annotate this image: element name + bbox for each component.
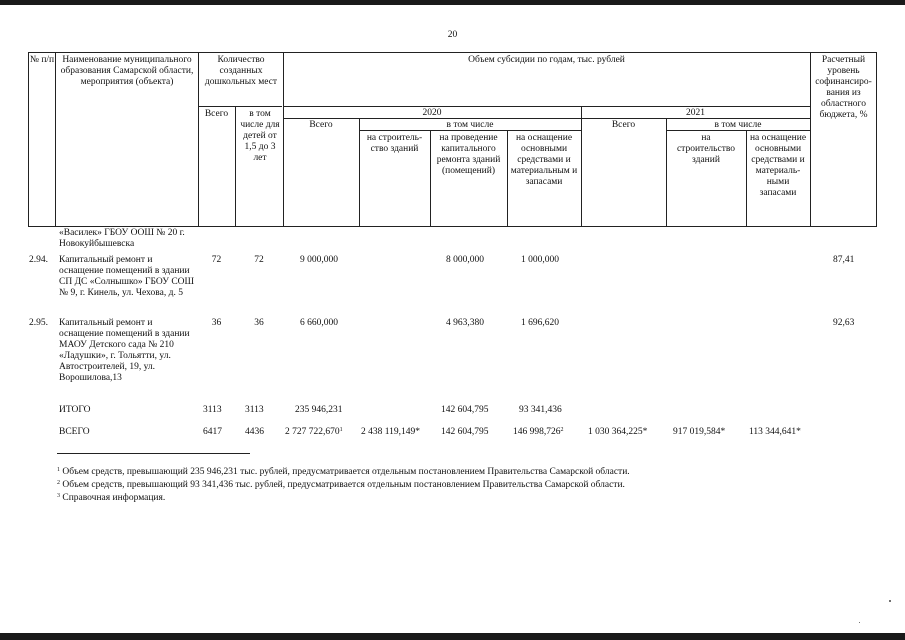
col-line [28,52,29,227]
year-top-line [283,106,810,107]
row-places-young: 72 [254,255,264,265]
row-rate: 92,63 [833,318,855,328]
vsego-label: ВСЕГО [59,427,90,437]
header-construction-2021: на строительство зданий [676,133,736,165]
col-line [810,52,811,227]
col-line [359,118,360,227]
row-total-2020: 9 000,000 [300,255,338,265]
footnote [57,467,630,478]
row-num: 2.94. [29,255,48,265]
scan-speck [859,622,860,623]
header-places-young: в том числе для детей от 1,5 до 3 лет [240,109,280,163]
header-equip-2021: на оснащение основными средствами и материаль-ными запасами [749,133,807,198]
row-total-2020: 6 660,000 [300,318,338,328]
row-name: Капитальный ремонт и оснащение помещений в здании СП ДС «Солнышко» ГБОУ СОШ № 9, г. Кинель, ул. Чехова, д. 5 [59,255,195,298]
header-incl-2021: в том числе [714,120,762,130]
row-repair-2020: 8 000,000 [446,255,484,265]
header-construction-2020: на строитель-ство зданий [366,133,423,154]
itogo-total-2020: 235 946,231 [295,405,343,415]
itogo-places-total: 3113 [203,405,222,415]
header-num: № п/п [29,55,55,65]
header-bottom-line [28,226,876,227]
footnote-mark: 2 [57,480,60,486]
footnote-mark: 2 [560,427,564,433]
row-places-total: 72 [211,255,222,265]
vsego-equip-2021: 113 344,641* [749,427,801,437]
header-cofinancing: Расчетный уровень софинансиро-вания из областного бюджета, % [815,55,872,120]
row-places-young: 36 [254,318,264,328]
footnote-text: Справочная информация. [60,493,166,503]
header-equip-2020: на оснащение основными средствами и материальным и запасами [510,133,578,187]
scan-speck [889,600,891,602]
col-line [283,52,284,227]
col-line [198,52,199,227]
vsego-places-total: 6417 [203,427,222,437]
footnote [57,480,625,491]
header-top-line [28,52,876,53]
top-border [0,0,905,5]
bottom-border [0,633,905,640]
col-line [746,130,747,227]
row-equip-2020: 1 696,620 [521,318,559,328]
vsego-construction-2021: 917 019,584* [673,427,726,437]
page-number: 20 [447,30,458,40]
vsego-equip-2020-value: 146 998,726 [513,427,561,437]
row-places-total: 36 [211,318,222,328]
header-places-total: Всего [204,109,229,119]
footnote-text: Объем средств, превышающий 235 946,231 тыс. рублей, предусматривается отдельным постановлением Правительства Самарской области. [60,467,630,477]
row-repair-2020: 4 963,380 [446,318,484,328]
vsego-equip-2020 [513,427,564,438]
itogo-repair-2020: 142 604,795 [441,405,489,415]
header-repair-2020: на проведение капитального ремонта зданий (помещений) [436,133,501,176]
col-line [235,106,236,227]
row-equip-2020: 1 000,000 [521,255,559,265]
vsego-total-2020-value: 2 727 722,670 [285,427,340,437]
header-places: Количество созданных дошкольных мест [204,55,278,87]
footnote-separator [57,453,250,454]
row-name: Капитальный ремонт и оснащение помещений в здании МАОУ Детского сада № 210 «Ладушки», г. Тольятти, ул. Автостроителей, 19, ул. Ворошилова,13 [59,318,190,383]
vsego-places-young: 4436 [245,427,264,437]
vsego-total-2020 [285,427,343,438]
col-line [430,130,431,227]
row-name: «Василек» ГБОУ ООШ № 20 г. Новокуйбышевска [59,228,185,249]
header-incl-2020: в том числе [446,120,494,130]
footnote-text: Объем средств, превышающий 93 341,436 тыс. рублей, предусматривается отдельным постановлением Правительства Самарской области. [60,480,625,490]
footnote-mark: 1 [57,467,60,473]
vsego-repair-2020: 142 604,795 [441,427,489,437]
header-subsidy: Объем субсидии по годам, тыс. рублей [468,55,625,65]
itogo-places-young: 3113 [245,405,264,415]
footnote-mark: 3 [57,493,60,499]
itogo-label: ИТОГО [59,405,91,415]
row-num: 2.95. [29,318,48,328]
col-line [666,118,667,227]
header-total-2020: Всего [309,120,333,130]
col-line [55,52,56,227]
header-total-2021: Всего [611,120,636,130]
header-name: Наименование муниципального образования Самарской области, мероприятия (объекта) [60,55,194,87]
footnote-mark: 1 [339,427,343,433]
header-year-2020: 2020 [422,108,442,118]
itogo-equip-2020: 93 341,436 [519,405,562,415]
footnote [57,493,165,504]
col-line [876,52,877,227]
header-year-2021: 2021 [686,108,705,118]
col-line [507,130,508,227]
row-rate: 87,41 [833,255,855,265]
vsego-total-2021: 1 030 364,225* [588,427,648,437]
vsego-construction-2020: 2 438 119,149* [361,427,421,437]
places-split-line [198,106,282,107]
